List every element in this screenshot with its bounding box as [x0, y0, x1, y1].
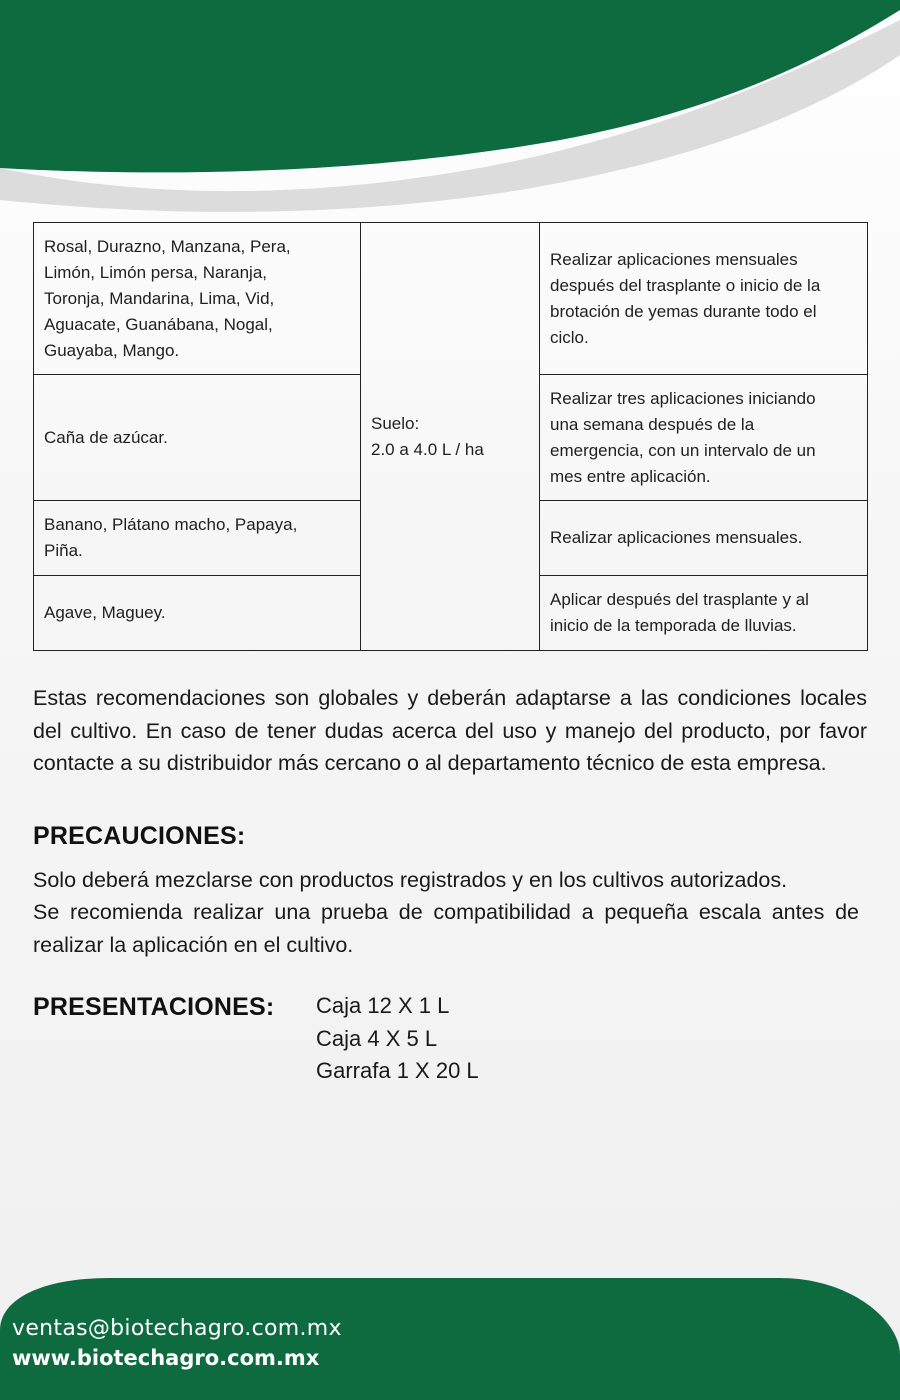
instructions-cell: Aplicar después del trasplante y al inicio de la temporada de lluvias. — [540, 576, 868, 651]
precautions-heading: PRECAUCIONES: — [33, 822, 246, 850]
instructions-cell: Realizar aplicaciones mensuales después del trasplante o inicio de la brotación de yemas durante todo el ciclo. — [540, 223, 868, 375]
precautions-line-2: Se recomienda realizar una prueba de compatibilidad a pequeña escala antes de realizar la aplicación en el cultivo. — [33, 900, 859, 957]
crops-cell: Caña de azúcar. — [34, 375, 361, 501]
recommendations-text: Estas recomendaciones son globales y deberán adaptarse a las condiciones locales del cultivo. En caso de tener dudas acerca del uso y manejo del producto, por favor contacte a su distribuidor más cercano o al departamento técnico de esta empresa. — [33, 686, 867, 775]
dosage-table — [33, 222, 868, 651]
list-item: Caja 12 X 1 L — [316, 993, 450, 1018]
dose-cell: Suelo: 2.0 a 4.0 L / ha — [361, 223, 540, 651]
presentations-list — [316, 990, 479, 1088]
footer-email[interactable]: ventas@biotechagro.com.mx — [12, 1316, 342, 1341]
instructions-cell: Realizar aplicaciones mensuales. — [540, 501, 868, 576]
presentations-heading: PRESENTACIONES: — [33, 993, 275, 1021]
list-item: Caja 4 X 5 L — [316, 1025, 438, 1051]
instructions-cell: Realizar tres aplicaciones iniciando una semana después de la emergencia, con un intervalo de un mes entre aplicación. — [540, 375, 868, 501]
precautions-line-1: Solo deberá mezclarse con productos registrados y en los cultivos autorizados. — [33, 868, 788, 892]
list-item: Garrafa 1 X 20 L — [316, 1058, 479, 1083]
table-row — [34, 223, 868, 375]
footer-website[interactable]: www.biotechagro.com.mx — [12, 1346, 320, 1370]
crops-cell: Rosal, Durazno, Manzana, Pera, Limón, Limón persa, Naranja, Toronja, Mandarina, Lima, Vid, Aguacate, Guanábana, Nogal, Guayaba, Mango. — [34, 223, 361, 375]
crops-cell: Banano, Plátano macho, Papaya, Piña. — [34, 501, 361, 576]
crops-cell: Agave, Maguey. — [34, 576, 361, 651]
header-wave-decoration — [0, 0, 900, 230]
